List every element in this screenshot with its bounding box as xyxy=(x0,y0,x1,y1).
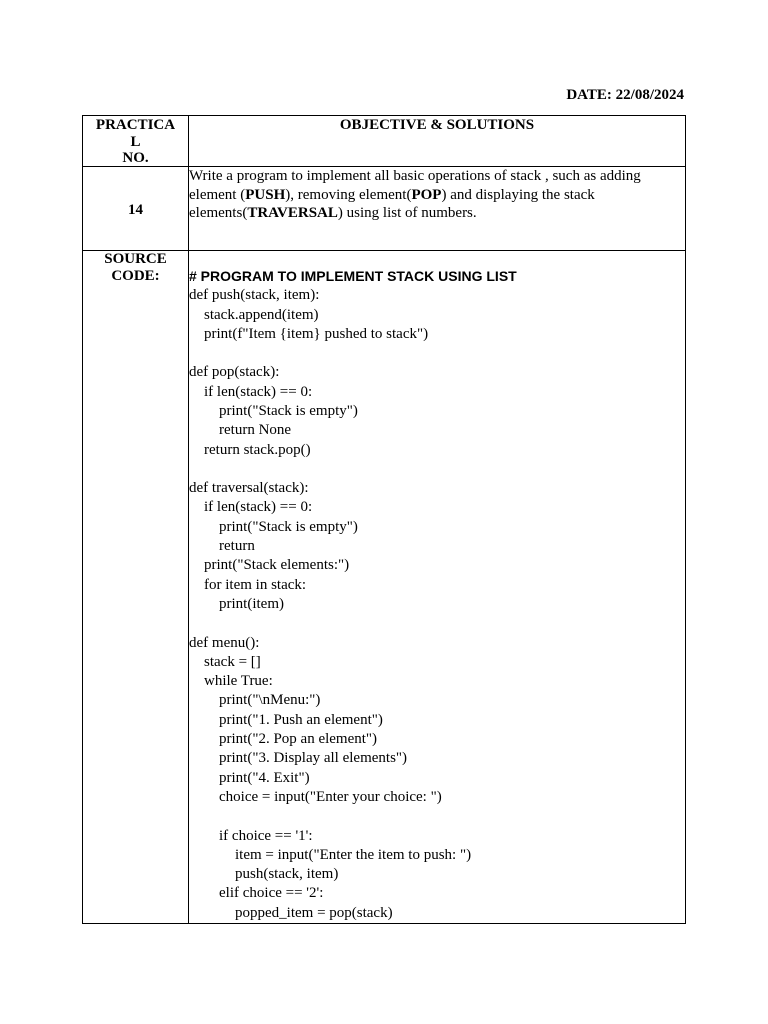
source-label-line: CODE: xyxy=(111,268,160,284)
practical-no-header xyxy=(83,116,189,167)
document-date: DATE: 22/08/2024 xyxy=(566,87,684,103)
code-line: print("Stack is empty") xyxy=(219,402,358,419)
code-line: stack.append(item) xyxy=(204,306,319,323)
code-line: print(f"Item {item} pushed to stack") xyxy=(204,325,429,342)
code-title: # PROGRAM TO IMPLEMENT STACK USING LIST xyxy=(189,268,517,284)
code-line: push(stack, item) xyxy=(235,866,339,883)
code-line: print("1. Push an element") xyxy=(219,711,383,728)
code-line: return xyxy=(219,538,255,555)
header-line: NO. xyxy=(122,150,149,166)
objective-keyword: PUSH xyxy=(245,186,286,203)
source-label-cell xyxy=(83,251,189,924)
code-line xyxy=(189,807,685,826)
code-line: return None xyxy=(219,422,292,439)
code-line: def pop(stack): xyxy=(189,364,280,381)
objective-keyword: TRAVERSAL xyxy=(247,205,338,221)
code-line: print("4. Exit") xyxy=(219,769,310,786)
code-line: print("Stack elements:") xyxy=(204,557,350,574)
objective-header: OBJECTIVE & SOLUTIONS xyxy=(339,117,535,133)
objective-keyword: POP xyxy=(411,186,442,203)
code-line: def traversal(stack): xyxy=(189,480,309,497)
header-line: PRACTICA xyxy=(95,117,176,133)
code-line: print("\nMenu:") xyxy=(219,692,321,709)
code-line: print(item) xyxy=(219,595,284,612)
objective-segment: ) using list of numbers. xyxy=(337,205,477,221)
source-label-line: SOURCE xyxy=(104,251,167,267)
practical-number: 14 xyxy=(128,202,143,218)
source-row xyxy=(83,251,686,924)
code-line: choice = input("Enter your choice: ") xyxy=(219,788,442,805)
practical-row xyxy=(83,167,686,251)
code-line: while True: xyxy=(204,673,273,690)
objective-segment: ), removing element( xyxy=(285,186,412,203)
code-line: for item in stack: xyxy=(204,576,307,593)
code-line: print("Stack is empty") xyxy=(219,518,358,535)
code-line: print("3. Display all elements") xyxy=(219,750,408,767)
code-line: item = input("Enter the item to push: ") xyxy=(235,846,472,863)
source-code-cell xyxy=(189,251,686,924)
objective-cell xyxy=(189,167,686,251)
objective-segment: Write a program to implement all basic operations of stack , such as adding element ( xyxy=(189,168,641,203)
code-line: print("2. Pop an element") xyxy=(219,731,378,748)
code-line: if len(stack) == 0: xyxy=(204,499,313,516)
header-line: L xyxy=(130,133,141,150)
objective-segment: ) and displaying the stack elements( xyxy=(189,186,595,221)
objective-header-cell xyxy=(189,116,686,167)
code-line: stack = [] xyxy=(204,653,261,670)
code-line: elif choice == '2': xyxy=(219,885,324,902)
code-line xyxy=(189,344,685,363)
code-line: if len(stack) == 0: xyxy=(204,383,313,400)
code-line: def push(stack, item): xyxy=(189,287,320,304)
table-header-row xyxy=(83,116,686,167)
code-block xyxy=(189,286,685,923)
code-line: if choice == '1': xyxy=(219,827,313,844)
code-line: popped_item = pop(stack) xyxy=(235,904,393,921)
objective-text xyxy=(189,167,685,223)
code-line xyxy=(189,460,685,479)
code-line: def menu(): xyxy=(189,634,260,651)
code-line: return stack.pop() xyxy=(204,441,311,458)
code-line xyxy=(189,614,685,633)
practical-number-cell xyxy=(83,167,189,251)
practical-table xyxy=(82,115,686,924)
